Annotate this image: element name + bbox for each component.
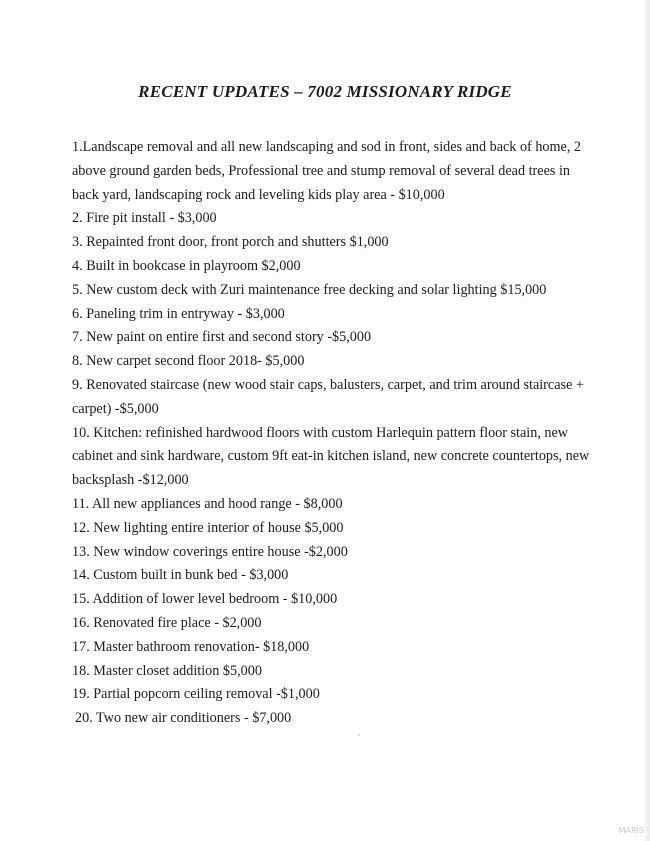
list-item: 14. Custom built in bunk bed - $3,000 [72, 567, 289, 584]
updates-list [72, 136, 592, 731]
list-item: 8. New carpet second floor 2018- $5,000 [72, 353, 305, 370]
watermark-text: MARIS [618, 826, 644, 835]
list-item: 11. All new appliances and hood range - $8,000 [72, 495, 343, 512]
list-item: 18. Master closet addition $5,000 [72, 662, 262, 679]
list-item: 17. Master bathroom renovation- $18,000 [72, 638, 310, 655]
list-item: 13. New window coverings entire house -$2,000 [72, 543, 348, 560]
list-item: 2. Fire pit install - $3,000 [72, 210, 217, 227]
list-item: 20. Two new air conditioners - $7,000 [75, 710, 292, 727]
list-item: 9. Renovated staircase (new wood stair caps, balusters, carpet, and trim around staircase + carpet) -$5,000 [72, 376, 584, 417]
list-item: 10. Kitchen: refinished hardwood floors with custom Harlequin pattern floor stain, new cabinet and sink hardware, custom 9ft eat-in kitchen island, new concrete countertops, new backsplash -$12,000 [72, 424, 590, 489]
list-item: 7. New paint on entire first and second story -$5,000 [72, 329, 372, 346]
document-title: RECENT UPDATES – 7002 MISSIONARY RIDGE [138, 82, 512, 101]
list-item: 15. Addition of lower level bedroom - $10,000 [72, 591, 338, 608]
list-item: 1.Landscape removal and all new landscaping and sod in front, sides and back of home, 2 above ground garden beds, Professional tree and stump removal of several dead trees in back yard, landscaping rock and leveling kids play area - $10,000 [72, 139, 582, 203]
list-item: 6. Paneling trim in entryway - $3,000 [72, 305, 285, 322]
list-item: 16. Renovated fire place - $2,000 [72, 614, 262, 631]
list-item: 5. New custom deck with Zuri maintenance free decking and solar lighting $15,000 [72, 281, 547, 298]
page-edge-shadow [642, 0, 650, 841]
list-item: 3. Repainted front door, front porch and shutters $1,000 [72, 234, 389, 251]
list-item: 4. Built in bookcase in playroom $2,000 [72, 257, 301, 274]
list-item: 12. New lighting entire interior of house $5,000 [72, 519, 344, 536]
scan-speck [358, 734, 360, 736]
list-item: 19. Partial popcorn ceiling removal -$1,000 [72, 686, 320, 703]
